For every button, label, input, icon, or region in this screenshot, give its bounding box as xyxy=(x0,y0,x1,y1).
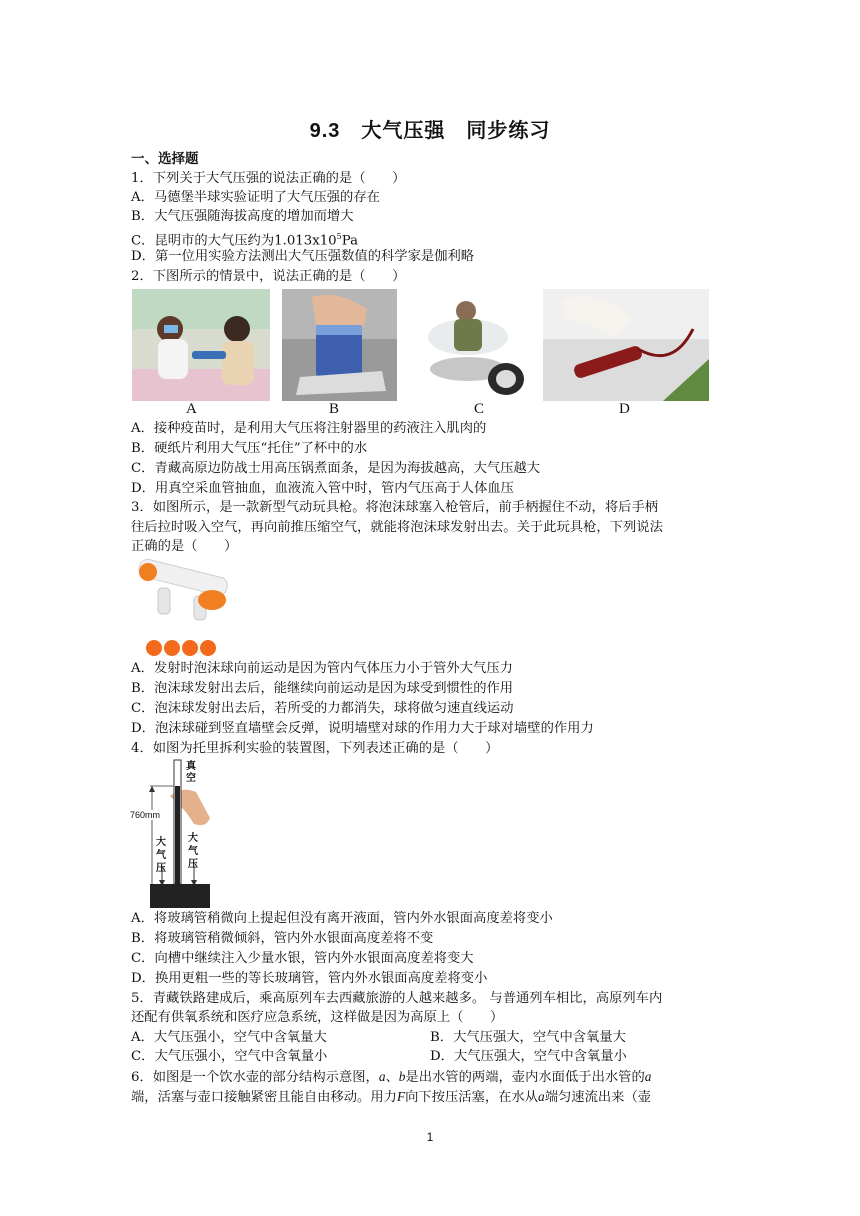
q2-option-c: C．青藏高原边防战士用高压锅煮面条，是因为海拔越高，大气压越大 xyxy=(131,461,541,476)
q1-stem: 1．下列关于大气压强的说法正确的是（ ） xyxy=(131,171,406,186)
q4-label-vacuum-2: 空 xyxy=(186,773,196,784)
q4-option-b: B．将玻璃管稍微倾斜，管内外水银面高度差将不变 xyxy=(131,931,434,946)
q4-label-vacuum-1: 真 xyxy=(186,761,196,772)
q5-option-d: D．大气压强大，空气中含氧量小 xyxy=(430,1049,627,1064)
q2-caption-a: A xyxy=(186,401,197,417)
q2-caption-d: D xyxy=(619,401,630,417)
q4-label-left-3: 压 xyxy=(156,863,166,874)
q4-label-right-3: 压 xyxy=(188,859,198,870)
q4-option-d: D．换用更粗一些的等长玻璃管，管内外水银面高度差将变小 xyxy=(131,971,488,986)
q2-caption-b: B xyxy=(329,401,340,417)
q2-figure-b-cup xyxy=(282,289,397,401)
q2-option-d: D．用真空采血管抽血，血液流入管中时，管内气压高于人体血压 xyxy=(131,481,514,496)
q3-stem-line-1: 3．如图所示，是一款新型气动玩具枪。将泡沫球塞入枪管后，前手柄握住不动，将后手柄 xyxy=(131,500,659,515)
q6-stem-line-2: 端，活塞与壶口接触紧密且能自由移动。用力F向下按压活塞，在水从a端匀速流出来（壶 xyxy=(131,1089,652,1105)
q4-label-left-1: 大 xyxy=(156,837,166,848)
q2-figure-d-blood-draw xyxy=(543,289,709,401)
q1-option-b: B．大气压强随海拔高度的增加而增大 xyxy=(131,209,354,224)
q5-stem-line-1: 5．青藏铁路建成后，乘高原列车去西藏旅游的人越来越多。 与普通列车相比，高原列车内 xyxy=(131,991,663,1006)
q2-figure-c-pressure-cooker xyxy=(416,289,528,401)
q2-caption-c: C xyxy=(474,401,485,417)
q4-label-height: 760mm xyxy=(130,810,161,820)
q3-option-a: A．发射时泡沫球向前运动是因为管内气体压力小于管外大气压力 xyxy=(131,661,513,676)
q4-label-right-2: 气 xyxy=(188,846,198,857)
q2-stem: 2．下图所示的情景中，说法正确的是（ ） xyxy=(131,269,406,284)
q3-stem-line-2: 往后拉时吸入空气，再向前推压缩空气，就能将泡沫球发射出去。关于此玩具枪，下列说法 xyxy=(131,520,663,535)
q2-option-a: A．接种疫苗时，是利用大气压将注射器里的药液注入肌肉的 xyxy=(131,421,487,436)
q1-option-d: D．第一位用实验方法测出大气压强数值的科学家是伽利略 xyxy=(131,249,475,264)
q4-option-a: A．将玻璃管稍微向上提起但没有离开液面，管内外水银面高度差将变小 xyxy=(131,911,553,926)
q1-option-a: A．马德堡半球实验证明了大气压强的存在 xyxy=(131,190,380,205)
q2-option-b: B．硬纸片利用大气压“托住”了杯中的水 xyxy=(131,441,368,456)
page-title: 9.3 大气压强 同步练习 xyxy=(309,120,551,142)
q3-stem-line-3: 正确的是（ ） xyxy=(131,539,238,554)
q5-option-a: A．大气压强小，空气中含氧量大 xyxy=(131,1030,327,1045)
q1-option-c: C．昆明市的大气压约为$1.013x10^5Pa$ xyxy=(131,232,359,249)
q3-option-d: D．泡沫球碰到竖直墙壁会反弹，说明墙壁对球的作用力大于球对墙壁的作用力 xyxy=(131,721,594,736)
q3-figure-toy-gun xyxy=(132,558,236,658)
q4-label-right-1: 大 xyxy=(188,833,198,844)
q5-option-c: C．大气压强小，空气中含氧量小 xyxy=(131,1049,328,1064)
q5-option-b: B．大气压强大，空气中含氧量大 xyxy=(430,1030,626,1045)
section-heading: 一、选择题 xyxy=(131,151,199,166)
q5-stem-line-2: 还配有供氧系统和医疗应急系统，这样做是因为高原上（ ） xyxy=(131,1010,504,1025)
page-number: 1 xyxy=(426,1130,434,1144)
q4-figure-torricelli xyxy=(130,758,214,910)
q3-option-b: B．泡沫球发射出去后，能继续向前运动是因为球受到惯性的作用 xyxy=(131,681,514,696)
q2-figure-a-vaccination xyxy=(132,289,270,401)
q4-stem: 4．如图为托里拆利实验的装置图，下列表述正确的是（ ） xyxy=(131,741,499,756)
q3-option-c: C．泡沫球发射出去后，若所受的力都消失，球将做匀速直线运动 xyxy=(131,701,514,716)
q6-stem-line-1: 6．如图是一个饮水壶的部分结构示意图，a、b是出水管的两端，壶内水面低于出水管的a xyxy=(131,1069,652,1085)
q4-label-left-2: 气 xyxy=(156,850,166,861)
q4-option-c: C．向槽中继续注入少量水银，管内外水银面高度差将变大 xyxy=(131,951,474,966)
